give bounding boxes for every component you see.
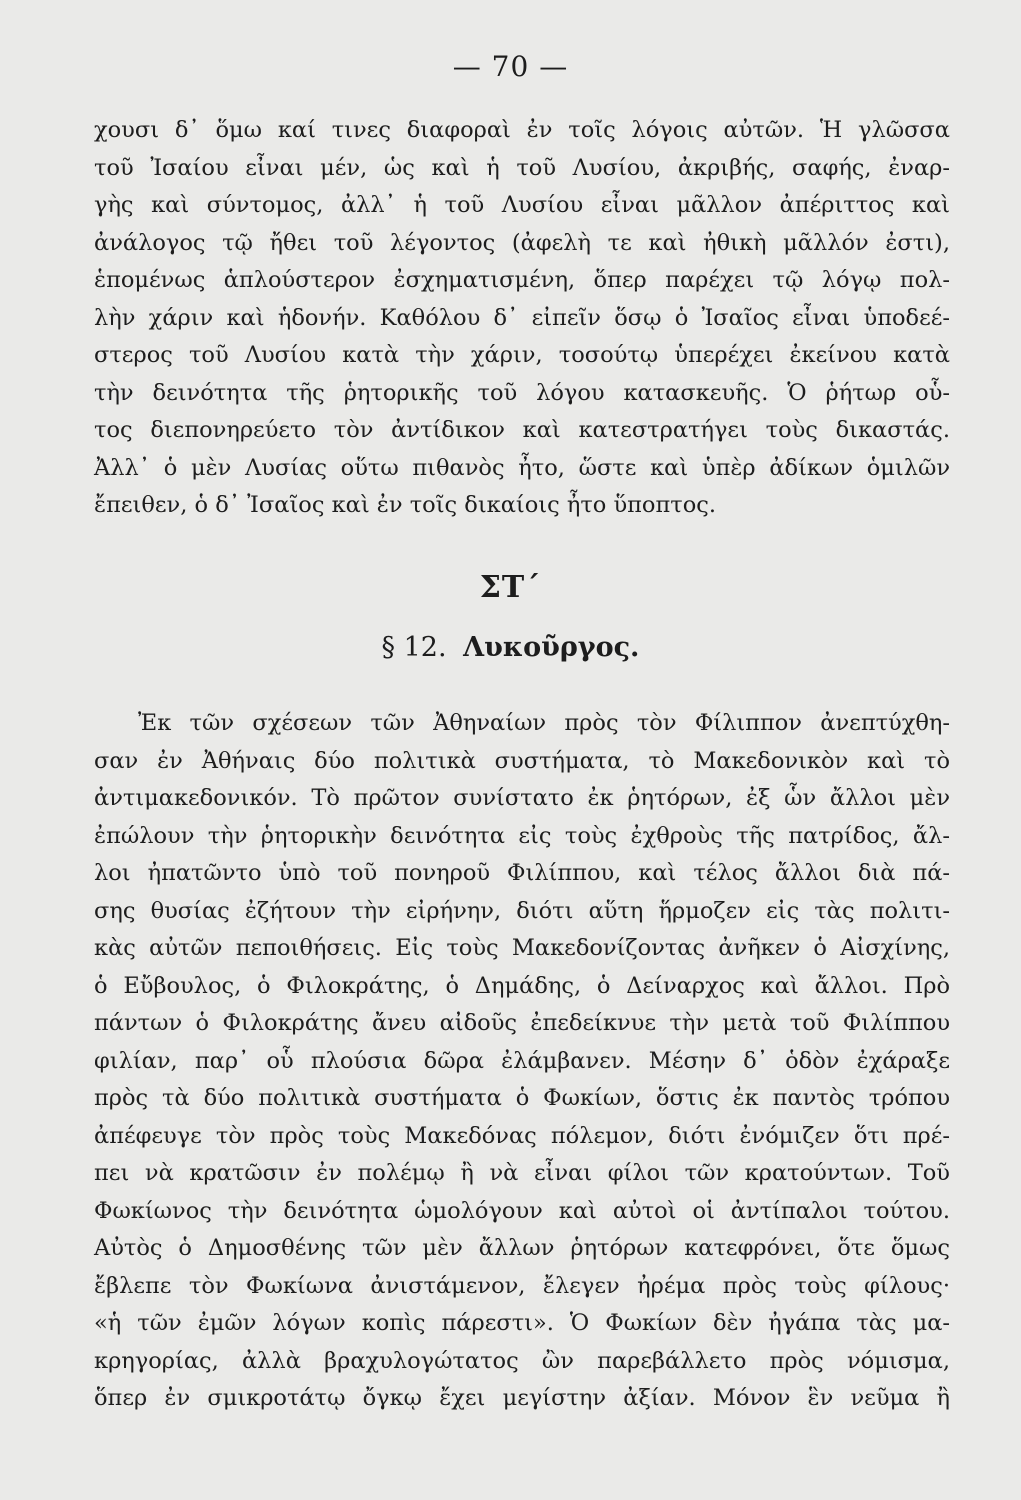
- text-line: λοι ἠπατῶντο ὑπὸ τοῦ πονηροῦ Φιλίππου, καὶ τέλος ἄλλοι διὰ πά-: [94, 860, 950, 886]
- text-line: ἀνάλογος τῷ ἤθει τοῦ λέγοντος (ἀφελὴ τε καὶ ἠθικὴ μᾶλλόν ἐστι),: [94, 229, 950, 256]
- text-line: ἔπειθεν, ὁ δ᾽ Ἰσαῖος καὶ ἐν τοῖς δικαίοις ἦτο ὕποπτος.: [94, 492, 717, 518]
- paragraph-lycurgus: [94, 705, 950, 1418]
- text-line: γὴς καὶ σύντομος, ἀλλ᾽ ἡ τοῦ Λυσίου εἶναι μᾶλλον ἀπέριττος καὶ: [94, 192, 950, 218]
- text-line: σαν ἐν Ἀθήναις δύο πολιτικὰ συστήματα, τὸ Μακεδονικὸν καὶ τὸ: [94, 747, 950, 774]
- text-line: σης θυσίας ἐζήτουν τὴν εἰρήνην, διότι αὕτη ἥρμοζεν εἰς τὰς πολιτι-: [94, 897, 950, 924]
- section-number: § 12.: [381, 632, 447, 663]
- text-line: τὴν δεινότητα τῆς ῥητορικῆς τοῦ λόγου κατασκευῆς. Ὁ ῥήτωρ οὗ-: [94, 379, 950, 406]
- chapter-numeral: ΣΤ΄: [479, 570, 542, 605]
- text-line: Αὐτὸς ὁ Δημοσθένης τῶν μὲν ἄλλων ῥητόρων κατεφρόνει, ὅτε ὅμως: [94, 1235, 950, 1261]
- text-line: ἔβλεπε τὸν Φωκίωνα ἀνιστάμενον, ἔλεγεν ἠρέμα πρὸς τοὺς φίλους·: [94, 1272, 950, 1299]
- text-line: πάντων ὁ Φιλοκράτης ἄνευ αἰδοῦς ἐπεδείκνυε τὴν μετὰ τοῦ Φιλίππου: [94, 1010, 950, 1036]
- text-line: πει νὰ κρατῶσιν ἐν πολέμῳ ἢ νὰ εἶναι φίλοι τῶν κρατούντων. Τοῦ: [94, 1160, 950, 1186]
- text-line: κρηγορίας, ἀλλὰ βραχυλογώτατος ὢν παρεβάλλετο πρὸς νόμισμα,: [94, 1347, 950, 1374]
- text-line: Ἐκ τῶν σχέσεων τῶν Ἀθηναίων πρὸς τὸν Φίλιππον ἀνεπτύχθη-: [138, 710, 950, 736]
- page-number: — 70 —: [452, 50, 569, 83]
- text-line: φιλίαν, παρ᾽ οὗ πλούσια δῶρα ἐλάμβανεν. Μέσην δ᾽ ὁδὸν ἐχάραξε: [94, 1047, 950, 1074]
- text-line: ὁ Εὔβουλος, ὁ Φιλοκράτης, ὁ Δημάδης, ὁ Δείναρχος καὶ ἄλλοι. Πρὸ: [94, 972, 950, 999]
- text-line: Φωκίωνος τὴν δεινότητα ὡμολόγουν καὶ αὐτοὶ οἱ ἀντίπαλοι τούτου.: [94, 1197, 950, 1224]
- text-line: κὰς αὐτῶν πεποιθήσεις. Εἰς τοὺς Μακεδονίζοντας ἀνῆκεν ὁ Αἰσχίνης,: [94, 935, 950, 961]
- paragraph-isaeus: [94, 112, 950, 525]
- text-line: ὅπερ ἐν σμικροτάτῳ ὄγκῳ ἔχει μεγίστην ἀξίαν. Μόνον ἓν νεῦμα ἢ: [94, 1385, 950, 1411]
- text-line: Ἀλλ᾽ ὁ μὲν Λυσίας οὕτω πιθανὸς ἦτο, ὥστε καὶ ὑπὲρ ἀδίκων ὁμιλῶν: [94, 454, 950, 481]
- section-heading: [0, 632, 1021, 663]
- text-line: λὴν χάριν καὶ ἡδονήν. Καθόλου δ᾽ εἰπεῖν ὅσῳ ὁ Ἰσαῖος εἶναι ὑποδεέ-: [94, 304, 950, 331]
- text-line: πρὸς τὰ δύο πολιτικὰ συστήματα ὁ Φωκίων, ὅστις ἐκ παντὸς τρόπου: [94, 1085, 950, 1111]
- text-line: ἀπέφευγε τὸν πρὸς τοὺς Μακεδόνας πόλεμον, διότι ἐνόμιζεν ὅτι πρέ-: [94, 1122, 950, 1149]
- text-line: τοῦ Ἰσαίου εἶναι μέν, ὡς καὶ ἡ τοῦ Λυσίου, ἀκριβής, σαφής, ἐναρ-: [94, 154, 950, 181]
- text-line: ἑπομένως ἁπλούστερον ἐσχηματισμένη, ὅπερ παρέχει τῷ λόγῳ πολ-: [94, 267, 950, 293]
- text-line: ἀντιμακεδονικόν. Τὸ πρῶτον συνίστατο ἐκ ῥητόρων, ἐξ ὧν ἄλλοι μὲν: [94, 785, 950, 811]
- section-title: Λυκοῦργος.: [463, 632, 640, 663]
- text-line: ἐπώλουν τὴν ῥητορικὴν δεινότητα εἰς τοὺς ἐχθροὺς τῆς πατρίδος, ἄλ-: [94, 822, 950, 849]
- text-line: στερος τοῦ Λυσίου κατὰ τὴν χάριν, τοσούτῳ ὑπερέχει ἐκείνου κατὰ: [94, 342, 950, 368]
- text-line: «ἡ τῶν ἐμῶν λόγων κοπὶς πάρεστι». Ὁ Φωκίων δὲν ἠγάπα τὰς μα-: [94, 1310, 950, 1336]
- text-line: τος διεπονηρεύετο τὸν ἀντίδικον καὶ κατεστρατήγει τοὺς δικαστάς.: [94, 417, 950, 443]
- text-line: χουσι δ᾽ ὅμω καί τινες διαφοραὶ ἐν τοῖς λόγοις αὐτῶν. Ἡ γλῶσσα: [94, 117, 950, 143]
